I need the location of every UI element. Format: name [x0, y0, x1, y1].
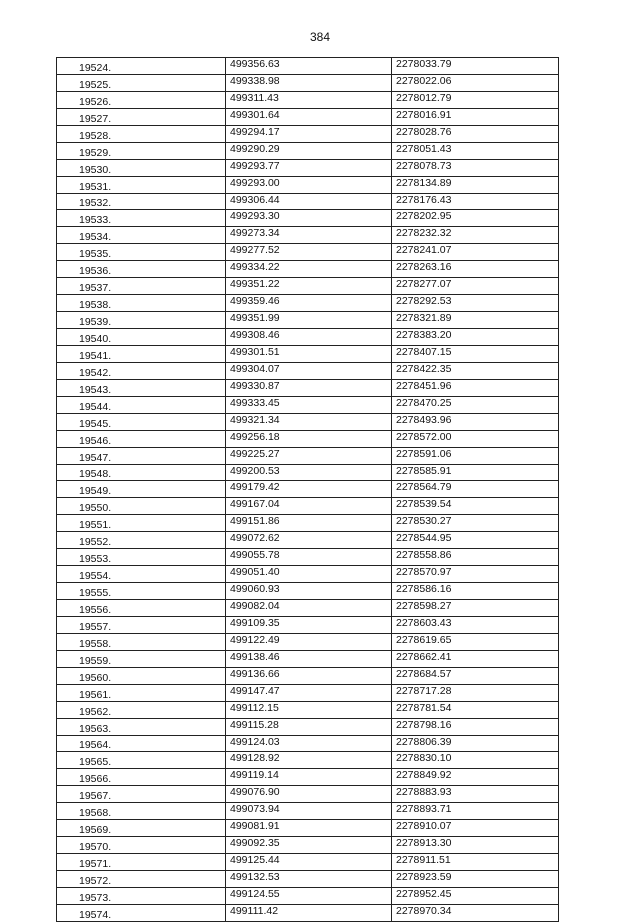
- y-coordinate-cell: 2278078.73: [392, 159, 559, 176]
- point-id-cell: 19524.: [57, 58, 226, 75]
- table-row: [57, 278, 559, 295]
- point-id-cell: 19565.: [57, 752, 226, 769]
- point-id-cell: 19542.: [57, 362, 226, 379]
- y-coordinate-cell: 2278662.41: [392, 650, 559, 667]
- table-row: [57, 210, 559, 227]
- x-coordinate-cell: 499330.87: [226, 379, 392, 396]
- table-row: [57, 345, 559, 362]
- table-row: [57, 515, 559, 532]
- point-id-cell: 19557.: [57, 616, 226, 633]
- y-coordinate-cell: 2278544.95: [392, 532, 559, 549]
- x-coordinate-cell: 499338.98: [226, 74, 392, 91]
- x-coordinate-cell: 499351.22: [226, 278, 392, 295]
- point-id-cell: 19561.: [57, 684, 226, 701]
- x-coordinate-cell: 499311.43: [226, 91, 392, 108]
- table-row: [57, 786, 559, 803]
- table-row: [57, 701, 559, 718]
- point-id-cell: 19543.: [57, 379, 226, 396]
- table-row: [57, 176, 559, 193]
- table-row: [57, 481, 559, 498]
- x-coordinate-cell: 499334.22: [226, 261, 392, 278]
- x-coordinate-cell: 499225.27: [226, 447, 392, 464]
- y-coordinate-cell: 2278176.43: [392, 193, 559, 210]
- table-row: [57, 532, 559, 549]
- x-coordinate-cell: 499179.42: [226, 481, 392, 498]
- table-row: [57, 735, 559, 752]
- point-id-cell: 19537.: [57, 278, 226, 295]
- point-id-cell: 19572.: [57, 871, 226, 888]
- table-row: [57, 329, 559, 346]
- table-row: [57, 159, 559, 176]
- x-coordinate-cell: 499321.34: [226, 413, 392, 430]
- point-id-cell: 19564.: [57, 735, 226, 752]
- x-coordinate-cell: 499115.28: [226, 718, 392, 735]
- y-coordinate-cell: 2278619.65: [392, 633, 559, 650]
- x-coordinate-cell: 499277.52: [226, 244, 392, 261]
- y-coordinate-cell: 2278830.10: [392, 752, 559, 769]
- x-coordinate-cell: 499124.03: [226, 735, 392, 752]
- table-row: [57, 91, 559, 108]
- table-row: [57, 379, 559, 396]
- y-coordinate-cell: 2278684.57: [392, 667, 559, 684]
- table-row: [57, 312, 559, 329]
- point-id-cell: 19533.: [57, 210, 226, 227]
- y-coordinate-cell: 2278033.79: [392, 58, 559, 75]
- x-coordinate-cell: 499060.93: [226, 583, 392, 600]
- point-id-cell: 19562.: [57, 701, 226, 718]
- y-coordinate-cell: 2278558.86: [392, 549, 559, 566]
- point-id-cell: 19532.: [57, 193, 226, 210]
- table-row: [57, 887, 559, 904]
- point-id-cell: 19559.: [57, 650, 226, 667]
- table-row: [57, 125, 559, 142]
- y-coordinate-cell: 2278806.39: [392, 735, 559, 752]
- point-id-cell: 19544.: [57, 396, 226, 413]
- x-coordinate-cell: 499256.18: [226, 430, 392, 447]
- table-row: [57, 74, 559, 91]
- x-coordinate-cell: 499356.63: [226, 58, 392, 75]
- y-coordinate-cell: 2278263.16: [392, 261, 559, 278]
- y-coordinate-cell: 2278051.43: [392, 142, 559, 159]
- point-id-cell: 19538.: [57, 295, 226, 312]
- table-row: [57, 600, 559, 617]
- point-id-cell: 19546.: [57, 430, 226, 447]
- y-coordinate-cell: 2278717.28: [392, 684, 559, 701]
- x-coordinate-cell: 499151.86: [226, 515, 392, 532]
- table-row: [57, 837, 559, 854]
- table-row: [57, 718, 559, 735]
- point-id-cell: 19541.: [57, 345, 226, 362]
- table-row: [57, 464, 559, 481]
- x-coordinate-cell: 499073.94: [226, 803, 392, 820]
- point-id-cell: 19569.: [57, 820, 226, 837]
- point-id-cell: 19525.: [57, 74, 226, 91]
- point-id-cell: 19527.: [57, 108, 226, 125]
- table-row: [57, 566, 559, 583]
- table-row: [57, 413, 559, 430]
- x-coordinate-cell: 499301.64: [226, 108, 392, 125]
- table-row: [57, 633, 559, 650]
- point-id-cell: 19553.: [57, 549, 226, 566]
- table-row: [57, 108, 559, 125]
- y-coordinate-cell: 2278407.15: [392, 345, 559, 362]
- table-row: [57, 904, 559, 921]
- x-coordinate-cell: 499072.62: [226, 532, 392, 549]
- table-row: [57, 616, 559, 633]
- y-coordinate-cell: 2278292.53: [392, 295, 559, 312]
- y-coordinate-cell: 2278570.97: [392, 566, 559, 583]
- y-coordinate-cell: 2278321.89: [392, 312, 559, 329]
- x-coordinate-cell: 499294.17: [226, 125, 392, 142]
- table-row: [57, 498, 559, 515]
- point-id-cell: 19530.: [57, 159, 226, 176]
- y-coordinate-cell: 2278849.92: [392, 769, 559, 786]
- table-row: [57, 820, 559, 837]
- point-id-cell: 19573.: [57, 887, 226, 904]
- table-row: [57, 447, 559, 464]
- point-id-cell: 19566.: [57, 769, 226, 786]
- y-coordinate-cell: 2278422.35: [392, 362, 559, 379]
- y-coordinate-cell: 2278383.20: [392, 329, 559, 346]
- coordinates-table: [56, 57, 559, 922]
- x-coordinate-cell: 499092.35: [226, 837, 392, 854]
- y-coordinate-cell: 2278585.91: [392, 464, 559, 481]
- x-coordinate-cell: 499111.42: [226, 904, 392, 921]
- table-row: [57, 430, 559, 447]
- point-id-cell: 19563.: [57, 718, 226, 735]
- y-coordinate-cell: 2278564.79: [392, 481, 559, 498]
- point-id-cell: 19526.: [57, 91, 226, 108]
- y-coordinate-cell: 2278572.00: [392, 430, 559, 447]
- table-row: [57, 58, 559, 75]
- x-coordinate-cell: 499109.35: [226, 616, 392, 633]
- y-coordinate-cell: 2278012.79: [392, 91, 559, 108]
- x-coordinate-cell: 499290.29: [226, 142, 392, 159]
- x-coordinate-cell: 499119.14: [226, 769, 392, 786]
- y-coordinate-cell: 2278883.93: [392, 786, 559, 803]
- y-coordinate-cell: 2278022.06: [392, 74, 559, 91]
- point-id-cell: 19555.: [57, 583, 226, 600]
- page-number: 384: [309, 30, 331, 44]
- table-row: [57, 142, 559, 159]
- point-id-cell: 19558.: [57, 633, 226, 650]
- x-coordinate-cell: 499076.90: [226, 786, 392, 803]
- point-id-cell: 19570.: [57, 837, 226, 854]
- table-row: [57, 362, 559, 379]
- table-row: [57, 752, 559, 769]
- y-coordinate-cell: 2278798.16: [392, 718, 559, 735]
- y-coordinate-cell: 2278530.27: [392, 515, 559, 532]
- y-coordinate-cell: 2278586.16: [392, 583, 559, 600]
- x-coordinate-cell: 499293.77: [226, 159, 392, 176]
- x-coordinate-cell: 499273.34: [226, 227, 392, 244]
- table-row: [57, 583, 559, 600]
- x-coordinate-cell: 499333.45: [226, 396, 392, 413]
- x-coordinate-cell: 499293.00: [226, 176, 392, 193]
- point-id-cell: 19571.: [57, 854, 226, 871]
- x-coordinate-cell: 499138.46: [226, 650, 392, 667]
- x-coordinate-cell: 499132.53: [226, 871, 392, 888]
- point-id-cell: 19528.: [57, 125, 226, 142]
- y-coordinate-cell: 2278603.43: [392, 616, 559, 633]
- y-coordinate-cell: 2278591.06: [392, 447, 559, 464]
- point-id-cell: 19539.: [57, 312, 226, 329]
- y-coordinate-cell: 2278451.96: [392, 379, 559, 396]
- point-id-cell: 19568.: [57, 803, 226, 820]
- x-coordinate-cell: 499124.55: [226, 887, 392, 904]
- point-id-cell: 19548.: [57, 464, 226, 481]
- y-coordinate-cell: 2278598.27: [392, 600, 559, 617]
- x-coordinate-cell: 499200.53: [226, 464, 392, 481]
- x-coordinate-cell: 499293.30: [226, 210, 392, 227]
- point-id-cell: 19560.: [57, 667, 226, 684]
- point-id-cell: 19535.: [57, 244, 226, 261]
- x-coordinate-cell: 499136.66: [226, 667, 392, 684]
- y-coordinate-cell: 2278028.76: [392, 125, 559, 142]
- x-coordinate-cell: 499051.40: [226, 566, 392, 583]
- y-coordinate-cell: 2278016.91: [392, 108, 559, 125]
- point-id-cell: 19536.: [57, 261, 226, 278]
- table-row: [57, 667, 559, 684]
- table-row: [57, 295, 559, 312]
- x-coordinate-cell: 499122.49: [226, 633, 392, 650]
- x-coordinate-cell: 499359.46: [226, 295, 392, 312]
- table-row: [57, 650, 559, 667]
- point-id-cell: 19550.: [57, 498, 226, 515]
- x-coordinate-cell: 499147.47: [226, 684, 392, 701]
- table-row: [57, 549, 559, 566]
- point-id-cell: 19552.: [57, 532, 226, 549]
- x-coordinate-cell: 499082.04: [226, 600, 392, 617]
- table-row: [57, 803, 559, 820]
- point-id-cell: 19531.: [57, 176, 226, 193]
- y-coordinate-cell: 2278241.07: [392, 244, 559, 261]
- y-coordinate-cell: 2278911.51: [392, 854, 559, 871]
- table-row: [57, 684, 559, 701]
- x-coordinate-cell: 499167.04: [226, 498, 392, 515]
- table-row: [57, 769, 559, 786]
- point-id-cell: 19567.: [57, 786, 226, 803]
- x-coordinate-cell: 499301.51: [226, 345, 392, 362]
- y-coordinate-cell: 2278539.54: [392, 498, 559, 515]
- point-id-cell: 19547.: [57, 447, 226, 464]
- y-coordinate-cell: 2278923.59: [392, 871, 559, 888]
- x-coordinate-cell: 499125.44: [226, 854, 392, 871]
- x-coordinate-cell: 499128.92: [226, 752, 392, 769]
- table-row: [57, 244, 559, 261]
- point-id-cell: 19534.: [57, 227, 226, 244]
- y-coordinate-cell: 2278913.30: [392, 837, 559, 854]
- point-id-cell: 19551.: [57, 515, 226, 532]
- point-id-cell: 19556.: [57, 600, 226, 617]
- y-coordinate-cell: 2278781.54: [392, 701, 559, 718]
- y-coordinate-cell: 2278493.96: [392, 413, 559, 430]
- point-id-cell: 19574.: [57, 904, 226, 921]
- x-coordinate-cell: 499081.91: [226, 820, 392, 837]
- table-row: [57, 193, 559, 210]
- y-coordinate-cell: 2278134.89: [392, 176, 559, 193]
- table-row: [57, 261, 559, 278]
- table-row: [57, 396, 559, 413]
- point-id-cell: 19549.: [57, 481, 226, 498]
- y-coordinate-cell: 2278232.32: [392, 227, 559, 244]
- x-coordinate-cell: 499308.46: [226, 329, 392, 346]
- x-coordinate-cell: 499306.44: [226, 193, 392, 210]
- y-coordinate-cell: 2278952.45: [392, 887, 559, 904]
- coordinates-table-body: [57, 58, 559, 922]
- x-coordinate-cell: 499055.78: [226, 549, 392, 566]
- x-coordinate-cell: 499304.07: [226, 362, 392, 379]
- y-coordinate-cell: 2278970.34: [392, 904, 559, 921]
- y-coordinate-cell: 2278202.95: [392, 210, 559, 227]
- y-coordinate-cell: 2278910.07: [392, 820, 559, 837]
- x-coordinate-cell: 499112.15: [226, 701, 392, 718]
- x-coordinate-cell: 499351.99: [226, 312, 392, 329]
- table-row: [57, 854, 559, 871]
- table-row: [57, 871, 559, 888]
- point-id-cell: 19529.: [57, 142, 226, 159]
- point-id-cell: 19545.: [57, 413, 226, 430]
- y-coordinate-cell: 2278277.07: [392, 278, 559, 295]
- table-row: [57, 227, 559, 244]
- y-coordinate-cell: 2278893.71: [392, 803, 559, 820]
- point-id-cell: 19554.: [57, 566, 226, 583]
- y-coordinate-cell: 2278470.25: [392, 396, 559, 413]
- point-id-cell: 19540.: [57, 329, 226, 346]
